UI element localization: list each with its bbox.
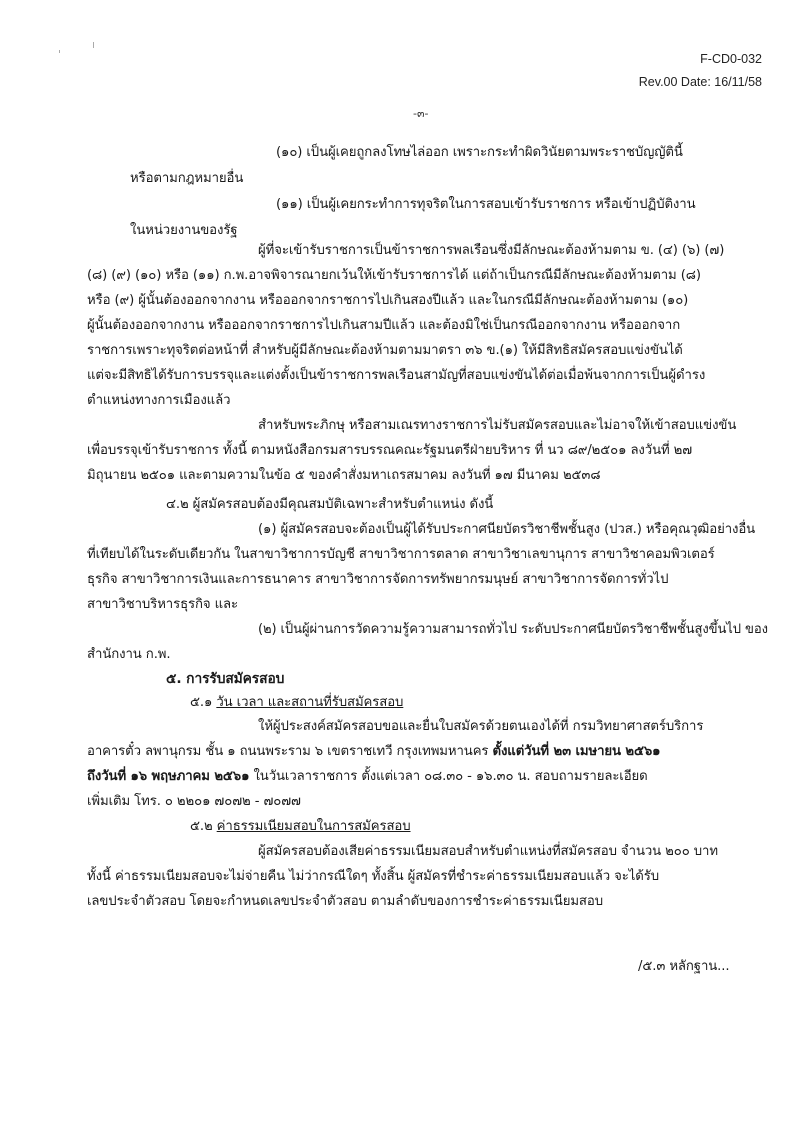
section-5-title: ๕. การรับสมัครสอบ	[166, 671, 285, 687]
form-code: F-CD0-032	[700, 52, 762, 66]
section-5-1-heading	[190, 694, 403, 712]
section-5-1-line-2	[87, 743, 660, 761]
exception-line-6: แต่จะมีสิทธิได้รับการบรรจุและแต่งตั้งเป็นข้าราชการพลเรือนสามัญที่สอบแข่งขันได้ต่อเมื่อพ้นจากการเป็นผู้ดำรง	[87, 368, 706, 383]
monk-line-1: สำหรับพระภิกษุ หรือสามเณรทางราชการไม่รับสมัครสอบและไม่อาจให้เข้าสอบแข่งขัน	[258, 418, 737, 433]
page-number: -๓-	[413, 107, 429, 120]
section-5-2-line-3: เลขประจำตัวสอบ โดยจะกำหนดเลขประจำตัวสอบ ตามลำดับของการชำระค่าธรรมเนียมสอบ	[87, 894, 603, 909]
exception-line-2: (๘) (๙) (๑๐) หรือ (๑๑) ก.พ.อาจพิจารณายกเว้นให้เข้ารับราชการได้ แต่ถ้าเป็นกรณีมีลักษณะต้องห้ามตาม (๘)	[87, 268, 701, 283]
item-11-line-2: ในหน่วยงานของรัฐ	[130, 223, 238, 238]
exception-line-1: ผู้ที่จะเข้ารับราชการเป็นข้าราชการพลเรือนซึ่งมีลักษณะต้องห้ามตาม ข. (๔) (๖) (๗)	[258, 243, 725, 258]
section-5-1-line-1: ให้ผู้ประสงค์สมัครสอบขอและยื่นใบสมัครด้วยตนเองได้ที่ กรมวิทยาศาสตร์บริการ	[258, 719, 704, 734]
monk-line-2: เพื่อบรรจุเข้ารับราชการ ทั้งนี้ ตามหนังสือกรมสารบรรณคณะรัฐมนตรีฝ่ายบริหาร ที่ นว ๘๙/๒๕๐๑ ลงวันที่ ๒๗	[87, 443, 693, 458]
section-5-1-number: ๕.๑	[190, 695, 213, 710]
exception-line-3: หรือ (๙) ผู้นั้นต้องออกจากงาน หรือออกจากราชการไปเกินสองปีแล้ว และในกรณีมีลักษณะต้องห้ามตาม (๑๐)	[87, 293, 689, 308]
section-4-2-title: ๔.๒ ผู้สมัครสอบต้องมีคุณสมบัติเฉพาะสำหรับตำแหน่ง ดังนี้	[166, 497, 494, 512]
section-5-2-heading	[190, 818, 411, 836]
qualification-1-line-4: สาขาวิชาบริหารธุรกิจ และ	[87, 597, 238, 612]
qualification-1-line-3: ธุรกิจ สาขาวิชาการเงินและการธนาคาร สาขาวิชาการจัดการทรัพยากรมนุษย์ สาขาวิชาการจัดการทั่วไป	[87, 572, 669, 587]
location-text: อาคารตั๋ว ลพานุกรม ชั้น ๑ ถนนพระราม ๖ เขตราชเทวี กรุงเทพมหานคร	[87, 744, 493, 759]
qualification-1-line-2: ที่เทียบได้ในระดับเดียวกัน ในสาขาวิชาการบัญชี สาขาวิชาการตลาด สาขาวิชาเลขานุการ สาขาวิชาคอมพิวเตอร์	[87, 547, 715, 562]
scan-mark	[93, 42, 94, 48]
section-5-2-number: ๕.๒	[190, 819, 213, 834]
scan-mark	[59, 50, 60, 53]
continuation-marker: /๕.๓ หลักฐาน...	[638, 959, 730, 974]
section-5-2-line-1: ผู้สมัครสอบต้องเสียค่าธรรมเนียมสอบสำหรับตำแหน่งที่สมัครสอบ จำนวน ๒๐๐ บาท	[258, 844, 718, 859]
revision-date: Rev.00 Date: 16/11/58	[638, 75, 762, 89]
section-5-1-line-3	[87, 768, 648, 786]
exception-line-4: ผู้นั้นต้องออกจากงาน หรือออกจากราชการไปเกินสามปีแล้ว และต้องมิใช่เป็นกรณีออกจากงาน หรือออกจาก	[87, 318, 681, 333]
end-date: ถึงวันที่ ๑๖ พฤษภาคม ๒๕๖๑	[87, 769, 250, 784]
section-5-2-title: ค่าธรรมเนียมสอบในการสมัครสอบ	[216, 819, 411, 834]
qualification-2-line-2: สำนักงาน ก.พ.	[87, 647, 171, 662]
office-hours: ในวันเวลาราชการ ตั้งแต่เวลา ๐๘.๓๐ - ๑๖.๓๐ น. สอบถามรายละเอียด	[249, 769, 648, 784]
item-10-line-1: (๑๐) เป็นผู้เคยถูกลงโทษไล่ออก เพราะกระทำผิดวินัยตามพระราชบัญญัตินี้	[276, 145, 683, 160]
item-11-line-1: (๑๑) เป็นผู้เคยกระทำการทุจริตในการสอบเข้ารับราชการ หรือเข้าปฏิบัติงาน	[276, 197, 696, 212]
qualification-1-line-1: (๑) ผู้สมัครสอบจะต้องเป็นผู้ได้รับประกาศนียบัตรวิชาชีพชั้นสูง (ปวส.) หรือคุณวุฒิอย่างอื่น	[258, 522, 756, 537]
exception-line-5: ราชการเพราะทุจริตต่อหน้าที่ สำหรับผู้มีลักษณะต้องห้ามตามมาตรา ๓๖ ข.(๑) ให้มีสิทธิสมัครสอบแข่งขันได้	[87, 343, 683, 358]
monk-line-3: มิถุนายน ๒๕๐๑ และตามความในข้อ ๕ ของคำสั่งมหาเถรสมาคม ลงวันที่ ๑๗ มีนาคม ๒๕๓๘	[87, 468, 601, 483]
section-5-1-phone: เพิ่มเติม โทร. ๐ ๒๒๐๑ ๗๐๗๒ - ๗๐๗๗	[87, 794, 301, 809]
section-5-1-title: วัน เวลา และสถานที่รับสมัครสอบ	[216, 695, 404, 710]
section-5-2-line-2: ทั้งนี้ ค่าธรรมเนียมสอบจะไม่จ่ายคืน ไม่ว่ากรณีใดๆ ทั้งสิ้น ผู้สมัครที่ชำระค่าธรรมเนียมสอบแล้ว จะได้รับ	[87, 869, 660, 884]
item-10-line-2: หรือตามกฎหมายอื่น	[130, 171, 244, 186]
qualification-2-line-1: (๒) เป็นผู้ผ่านการวัดความรู้ความสามารถทั่วไป ระดับประกาศนียบัตรวิชาชีพชั้นสูงขึ้นไป ของ	[258, 622, 768, 637]
exception-line-7: ตำแหน่งทางการเมืองแล้ว	[87, 393, 231, 408]
start-date: ตั้งแต่วันที่ ๒๓ เมษายน ๒๕๖๑	[492, 744, 661, 759]
